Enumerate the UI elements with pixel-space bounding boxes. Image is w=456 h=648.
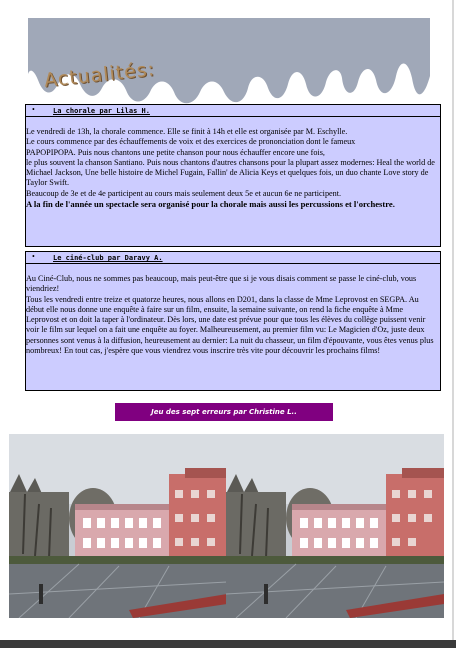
article-body bbox=[26, 127, 438, 210]
article-header bbox=[26, 252, 440, 264]
bullet-icon: • bbox=[32, 105, 35, 114]
game-title-bar: Jeu des sept erreurs par Christine L.. bbox=[115, 403, 333, 421]
article-header bbox=[26, 105, 440, 117]
school-courtyard-photo-right bbox=[226, 434, 444, 618]
paragraph: le plus souvent la chanson Santiano. Puis nous chantons d'autres chansons pour la plupart assez modernes: Heal the world de Michael Jackson, Une belle histoire de Michel Fugain, Fallin' de Alicia Keys et quelques fois, un duo chante Love story de Taylor Swift. bbox=[26, 157, 435, 188]
article-body bbox=[26, 274, 438, 356]
school-courtyard-photo-left bbox=[9, 434, 227, 618]
highlight-paragraph: A la fin de l'année un spectacle sera organisé pour la chorale mais aussi les percussions et l'orchestre. bbox=[26, 199, 395, 210]
paragraph: Le cours commence par des échauffements de voix et des exercices de prononciation dont le fameux bbox=[26, 137, 356, 147]
article-title: La chorale par Lilas H. bbox=[53, 107, 150, 115]
article-cineclub bbox=[25, 251, 441, 391]
paragraph: Beaucoup de 3e et de 4e participent au cours mais seulement deux 5e et aucun 6e ne participent. bbox=[26, 188, 342, 198]
article-title: Le ciné-club par Daravy A. bbox=[53, 254, 163, 262]
paragraph: PAPOPIPOPA. Puis nous chantons une petite chanson pour nous échauffer encore une fois, bbox=[26, 147, 325, 157]
bullet-icon: • bbox=[32, 252, 35, 261]
paragraph: Le vendredi de 13h, la chorale commence. Elle se finit à 14h et elle est organisée par M. Eschylle. bbox=[26, 127, 348, 136]
paragraph: Au Ciné-Club, nous ne sommes pas beaucoup, mais peut-être que si je vous disais comment se passe le ciné-club, vous viendriez! bbox=[26, 274, 417, 294]
banner-title: Actualités: bbox=[43, 58, 157, 92]
paragraph: Tous les vendredi entre treize et quatorze heures, nous allons en D201, dans la classe de Mme Leprovost en SEGPA. Au début elle nous donne une enquête à faire sur un film, ensuite, la semaine suivante, on rend la fiche enquête à Mme Leprovost et on doit la taper à l'ordinateur. Dès lors, une date est prévue pour que tous les élèves du collège puissent venir voir le film sur lequel on a fait une enquête au foyer. Malheureusement, au premier film vu: Le Magicien d'Oz, juste deux personnes sont venus à la diffusion, heureusement au dernier: La nuit du chasseur, un film d'épouvante, vous êtes venus plus nombreux! En tout cas, j'espère que vous viendrez vous inscrire très vite pour découvrir les prochains films! bbox=[26, 294, 434, 356]
page-bottom-bar bbox=[0, 640, 456, 648]
article-chorale bbox=[25, 104, 441, 247]
